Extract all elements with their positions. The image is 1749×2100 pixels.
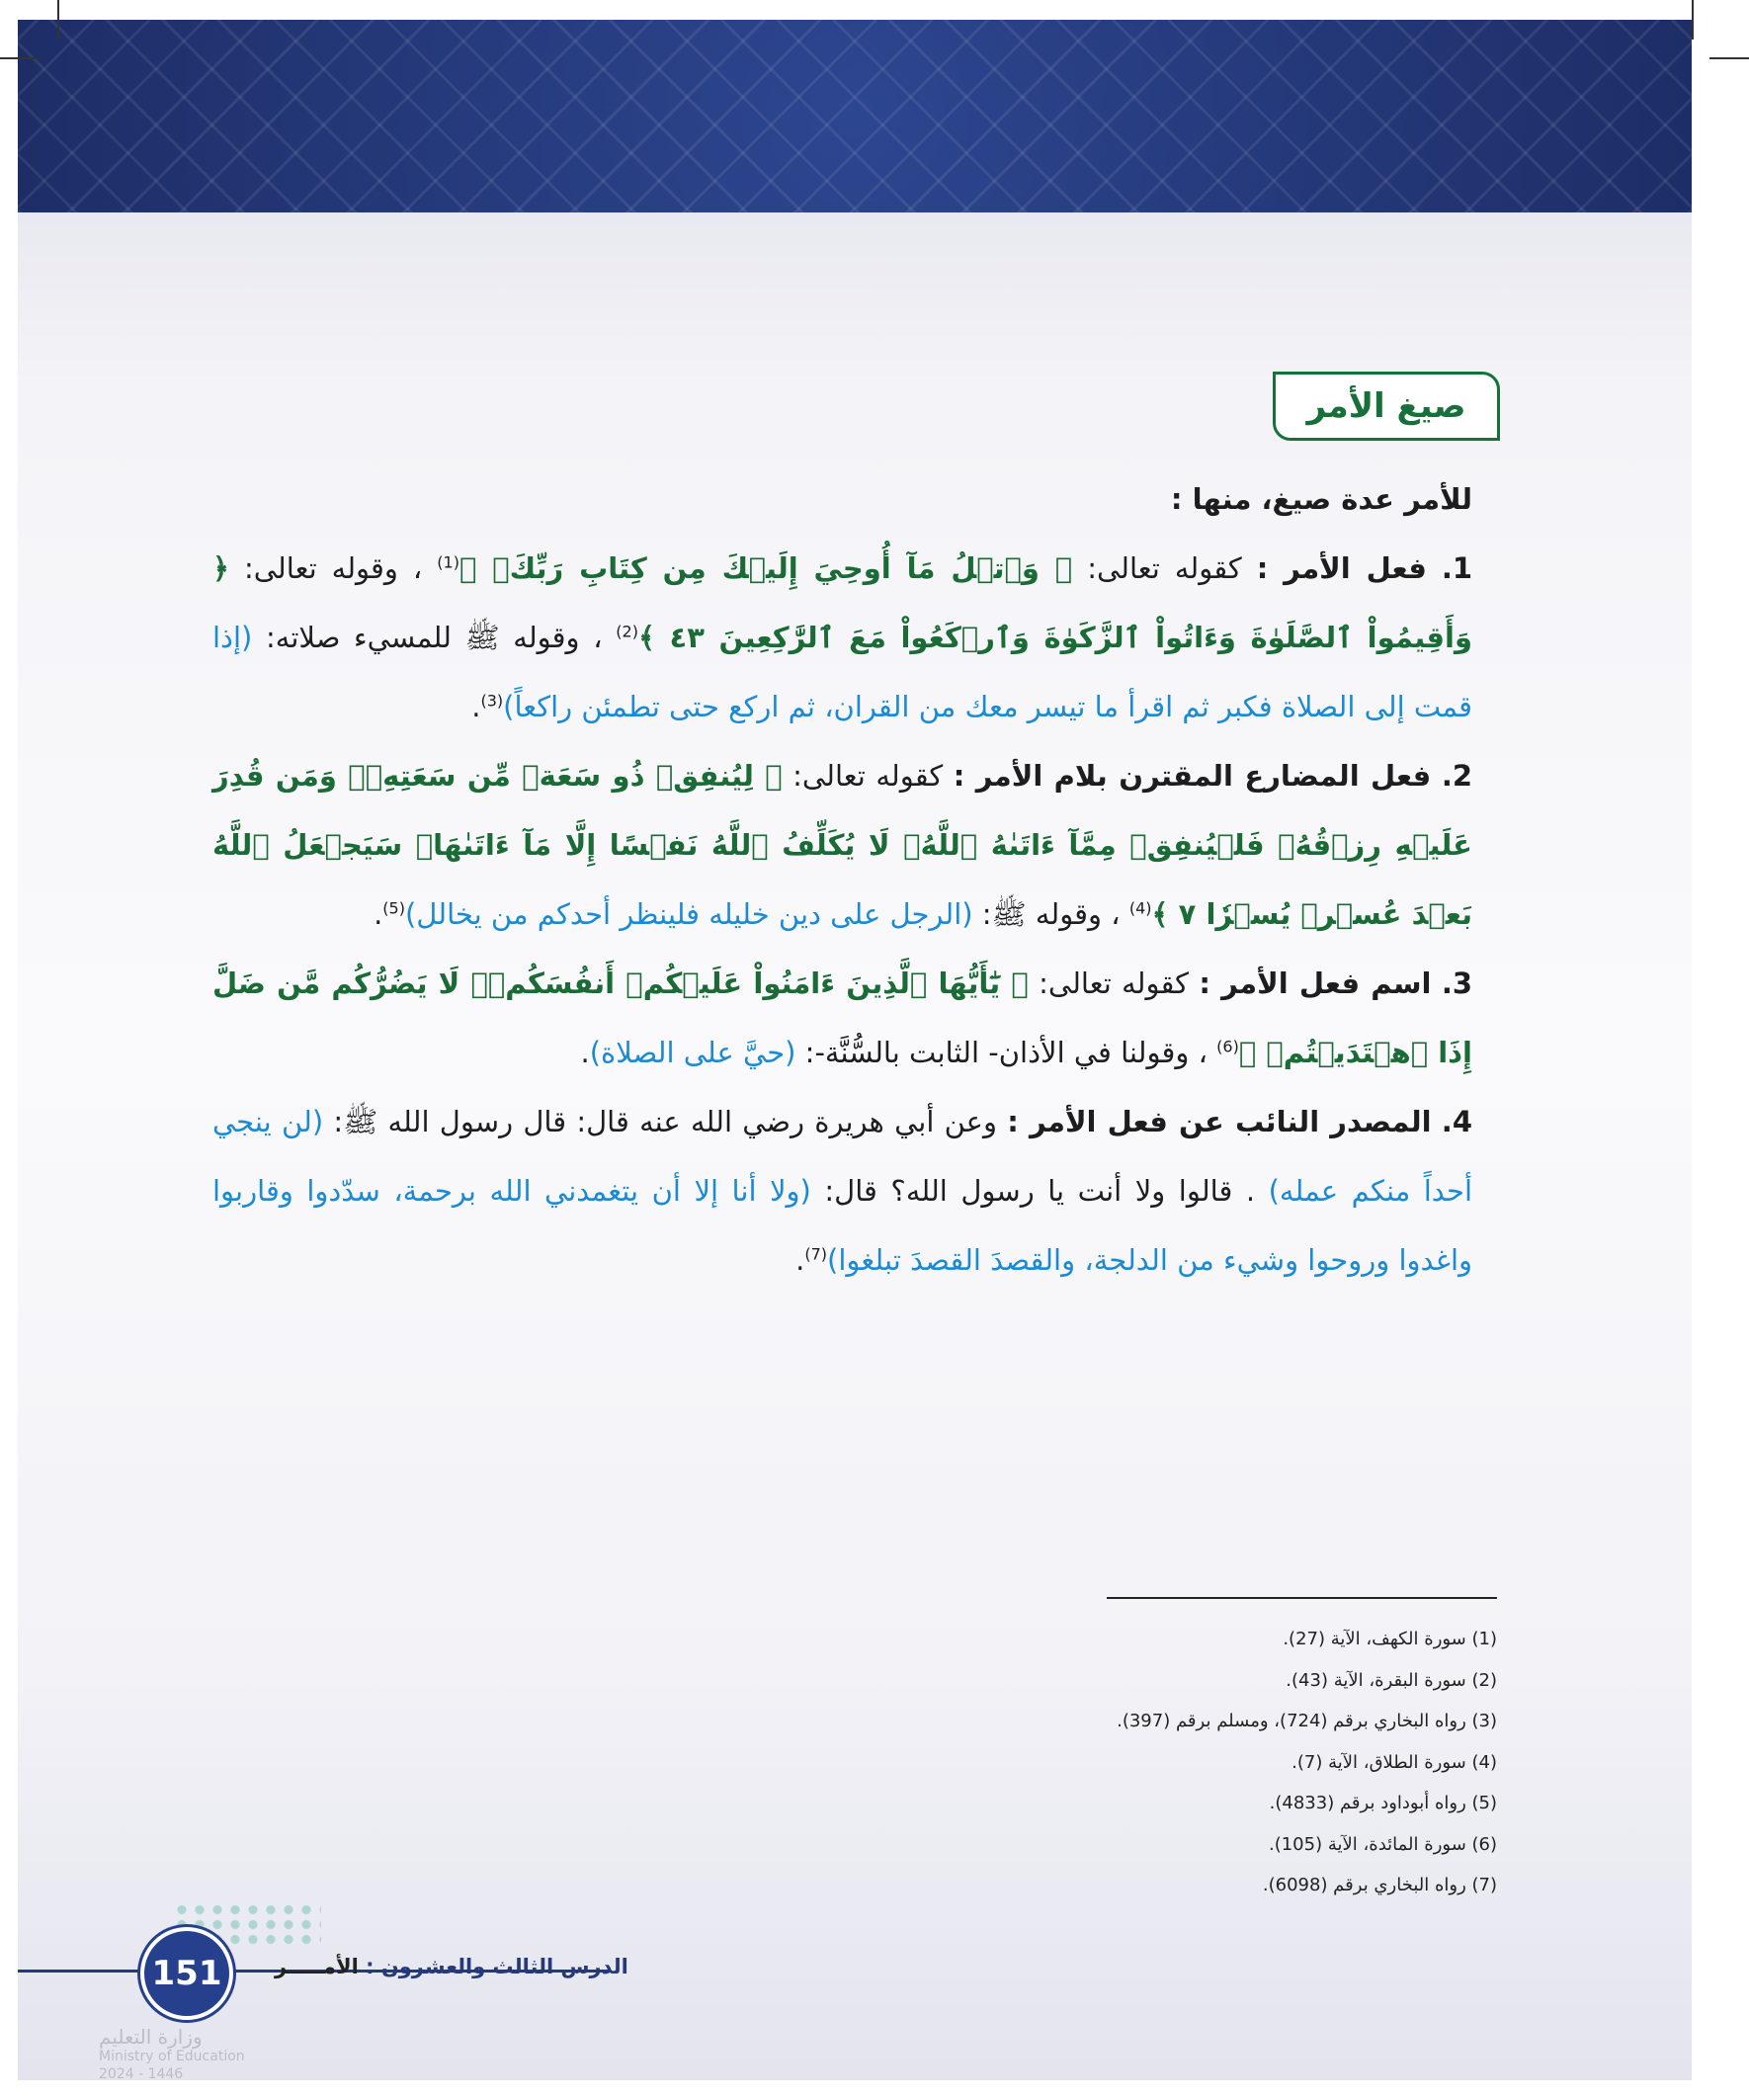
main-content <box>212 464 1472 1295</box>
footnote: (2) سورة البقرة، الآية (43). <box>1286 1669 1497 1691</box>
item-label: فعل المضارع المقترن بلام الأمر : <box>953 759 1432 793</box>
item-number: 2. <box>1441 759 1473 793</box>
text: كقوله تعالى: <box>1028 966 1189 1000</box>
crop-mark <box>0 57 40 59</box>
intro-text: للأمر عدة صيغ، منها : <box>1170 482 1472 516</box>
footnote: (4) سورة الطلاق، الآية (7). <box>1291 1751 1497 1773</box>
text: ، وقوله ﷺ للمسيء صلاته: <box>252 621 603 654</box>
footnote-ref[interactable]: (3) <box>480 691 504 711</box>
item-label: فعل الأمر : <box>1256 551 1427 585</box>
hadith-text: (إذا قمت إلى الصلاة فكبر ثم اقرأ ما تيسر معك من القران، ثم اركع حتى تطمئن راكعاً) <box>212 621 1472 723</box>
footnotes <box>889 1619 1497 1906</box>
footnote: (1) سورة الكهف، الآية (27). <box>1283 1629 1497 1649</box>
list-item-3 <box>212 949 1472 1087</box>
list-item-2 <box>212 741 1472 949</box>
text: كقوله تعالى: <box>1072 551 1242 585</box>
item-number: 3. <box>1441 966 1473 1000</box>
text: كقوله تعالى: <box>782 759 944 793</box>
crop-mark <box>1709 57 1749 59</box>
quran-verse: ﴿ وَٱتۡلُ مَآ أُوحِيَ إِلَيۡكَ مِن كِتَابِ رَبِّكَۖ ﴾ <box>458 551 1073 585</box>
page-number: 151 <box>140 1927 233 2020</box>
hadith-text: (حيَّ على الصلاة) <box>589 1036 796 1069</box>
ministry-watermark <box>99 2026 245 2083</box>
punctuation: . <box>471 690 481 723</box>
footnote: (3) رواه البخاري برقم (724)، ومسلم برقم (397). <box>1117 1711 1497 1731</box>
list-item-4 <box>212 1087 1472 1295</box>
footnote: (5) رواه أبوداود برقم (4833). <box>1269 1793 1497 1813</box>
quran-verse: ﴿ لِيُنفِقۡ ذُو سَعَةٖ مِّن سَعَتِهِۦۖ وَمَن قُدِرَ عَلَيۡهِ رِزۡقُهُۥ فَلۡيُنفِقۡ مِمَّآ ءَاتَىٰهُ ٱللَّهُۚ لَا يُكَلِّفُ ٱللَّهُ نَفۡسًا إِلَّا مَآ ءَاتَىٰهَاۚ سَيَجۡعَلُ ٱللَّهُ بَعۡدَ عُسۡرٖ يُسۡرٗا ٧ ﴾ <box>212 759 1472 931</box>
item-number: 4. <box>1441 1105 1473 1138</box>
watermark-arabic: وزارة التعليم <box>99 2025 203 2049</box>
decorative-header-banner <box>18 20 1692 212</box>
text: ، وقوله ﷺ: <box>972 897 1121 931</box>
hadith-text: (الرجل على دين خليله فلينظر أحدكم من يخالل) <box>404 897 973 931</box>
footnote-ref[interactable]: (2) <box>616 622 638 641</box>
item-label: المصدر النائب عن فعل الأمر : <box>1007 1105 1432 1138</box>
footnote: (6) سورة المائدة، الآية (105). <box>1268 1833 1497 1855</box>
lesson-topic: الأمـــــر <box>275 1955 359 1978</box>
watermark-year: 2024 - 1446 <box>99 2066 184 2082</box>
lesson-title <box>275 1955 628 1978</box>
punctuation: . <box>374 897 383 931</box>
footnote-divider <box>1107 1597 1497 1599</box>
footnote-ref[interactable]: (7) <box>804 1244 828 1264</box>
text: . قالوا ولا أنت يا رسول الله؟ قال: <box>810 1174 1256 1208</box>
crop-mark <box>1692 0 1694 40</box>
text: ، وقولنا في الأذان- الثابت بالسُّنَّة-: <box>795 1036 1208 1069</box>
footnote-ref[interactable]: (5) <box>382 898 405 918</box>
hadith-text: (لن ينجي أحداً منكم عمله) <box>212 1105 1473 1208</box>
punctuation: . <box>580 1036 590 1069</box>
punctuation: . <box>795 1243 805 1277</box>
list-item-1 <box>212 534 1472 741</box>
footnote-ref[interactable]: (4) <box>1128 898 1152 918</box>
text: وعن أبي هريرة رضي الله عنه قال: قال رسول الله ﷺ: <box>323 1105 997 1138</box>
watermark-english: Ministry of Education <box>99 2049 245 2064</box>
footnote: (7) رواه البخاري برقم (6098). <box>1262 1875 1497 1895</box>
text: ، وقوله تعالى: <box>229 551 423 585</box>
lesson-label: الدرس الثالث والعشرون : <box>358 1955 628 1978</box>
quran-verse: ﴿ يَٰٓأَيُّهَا ٱلَّذِينَ ءَامَنُواْ عَلَيۡكُمۡ أَنفُسَكُمۡۖ لَا يَضُرُّكُم مَّن ضَلَّ إِذَا ٱهۡتَدَيۡتُمۡ ﴾ <box>212 966 1472 1069</box>
item-label: اسم فعل الأمر : <box>1199 966 1432 1000</box>
crop-mark <box>57 0 59 40</box>
item-number: 1. <box>1441 551 1473 585</box>
section-title: صيغ الأمر <box>1273 372 1500 441</box>
footnote-ref[interactable]: (1) <box>437 552 459 572</box>
footnote-ref[interactable]: (6) <box>1216 1037 1239 1056</box>
hadith-text: (ولا أنا إلا أن يتغمدني الله برحمة، سدّدوا وقاربوا واغدوا وروحوا وشيء من الدلجة، والقصدَ القصدَ تبلغوا) <box>212 1174 1472 1277</box>
quran-verse: ﴿ وَأَقِيمُواْ ٱلصَّلَوٰةَ وَءَاتُواْ ٱلزَّكَوٰةَ وَٱرۡكَعُواْ مَعَ ٱلرَّٰكِعِينَ ٤٣ ﴾ <box>212 551 1473 654</box>
